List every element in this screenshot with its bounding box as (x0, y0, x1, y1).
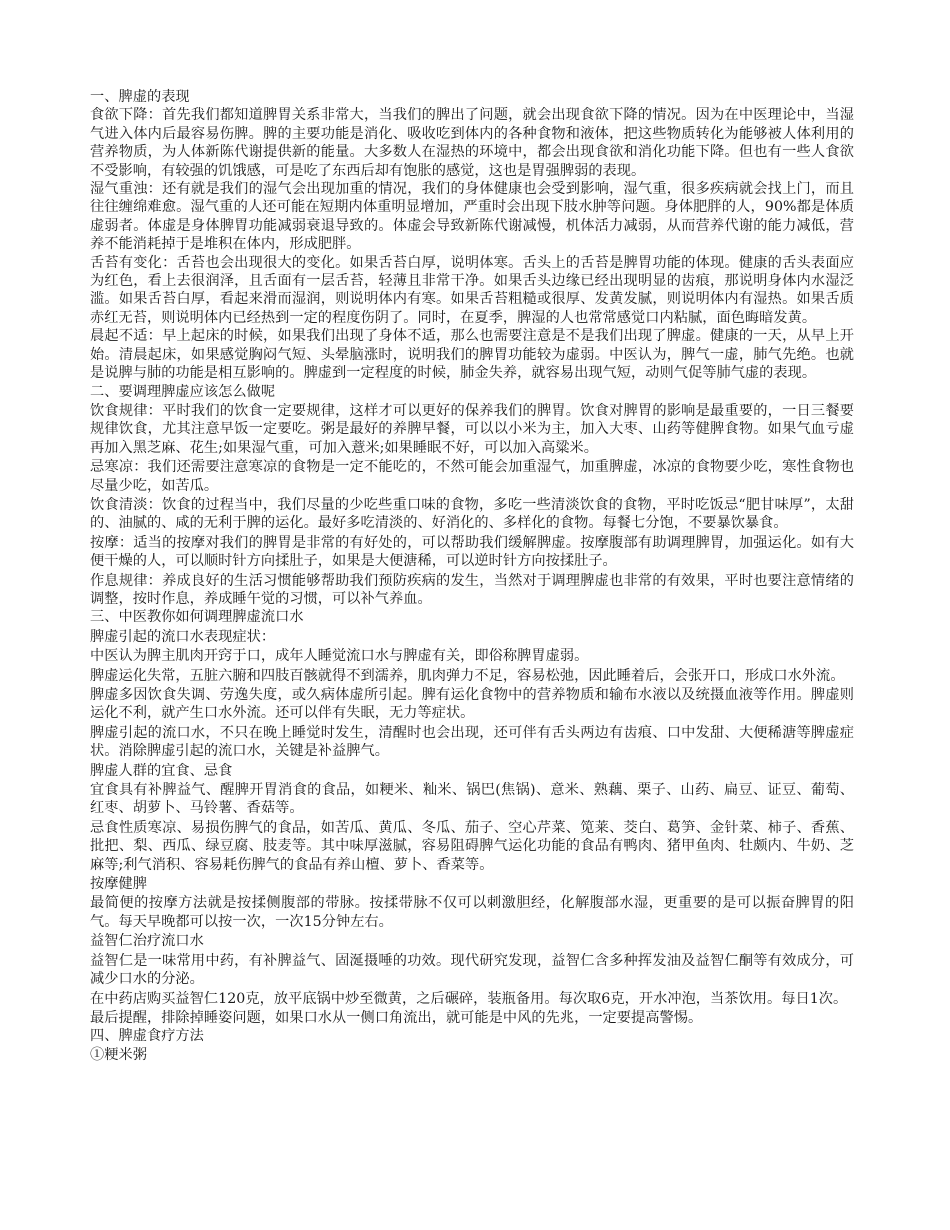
paragraph-suitable-foods: 宜食具有补脾益气、醒脾开胃消食的食品，如粳米、籼米、锅巴(焦锅)、意米、熟藕、栗子、山药、扁豆、证豆、葡萄、红枣、胡萝卜、马铃薯、香菇等。 (90, 782, 854, 817)
paragraph-morning-discomfort: 晨起不适：早上起床的时候，如果我们出现了身体不适，那么也需要注意是不是我们出现了脾虚。健康的一天，从早上开始。清晨起床，如果感觉胸闷气短、头晕脑涨时，说明我们的脾胃功能较为虚弱。中医认为，脾气一虚，肺气先绝。也就是说脾与肺的功能是相互影响的。脾虚到一定程度的时候，肺金失养，就容易出现气短，动则气促等肺气虚的表现。 (90, 328, 854, 382)
section-heading-4: 四、脾虚食疗方法 (90, 1028, 204, 1045)
subheading-drooling-symptoms: 脾虚引起的流口水表现症状： (90, 628, 276, 645)
paragraph-avoid-foods: 忌食性质寒凉、易损伤脾气的食品，如苦瓜、黄瓜、冬瓜、茄子、空心芹菜、笕莱、茭白、葛笋、金针菜、柿子、香蕉、批把、梨、西瓜、绿豆腐、肢麦等。其中味厚滋腻，容易阻碍脾气运化功能的食品有鸭肉、猪甲鱼肉、牡颇内、牛奶、芝麻等;利气消积、容易耗伤脾气的食品有养山檀、萝卜、香菜等。 (90, 819, 854, 873)
paragraph-final-reminder: 最后提醒，排除掉睡姿问题，如果口水从一侧口角流出，就可能是中风的先兆，一定要提高警惕。 (90, 1009, 703, 1026)
paragraph-drooling-awake: 脾虚引起的流口水，不只在晚上睡觉时发生，清醒时也会出现，还可伴有舌头两边有齿痕、口中发甜、大便稀溏等脾虚症状。消除脾虚引起的流口水，关键是补益脾气。 (90, 724, 854, 760)
paragraph-transport-failure: 脾虚运化失常，五脏六腑和四肢百骸就得不到濡养，肌肉弹力不足，容易松弛，因此睡着后，会张开口，形成口水外流。 (90, 667, 845, 684)
document-body (90, 88, 854, 1064)
paragraph-routine: 作息规律：养成良好的生活习惯能够帮助我们预防疾病的发生，当然对于调理脾虚也非常的有效果，平时也要注意情绪的调整，按时作息，养成睡午觉的习惯，可以补气养血。 (90, 572, 854, 607)
recipe-item-1: ①粳米粥 (90, 1046, 147, 1063)
paragraph-tongue-coating: 舌苔有变化：舌苔也会出现很大的变化。如果舌苔白厚，说明体寒。舌头上的舌苔是脾胃功能的体现。健康的舌头表面应为红色，看上去很润泽，且舌面有一层舌苔，轻薄且非常干净。如果舌头边缘已经出现明显的齿痕，那说明身体内水湿泛滥。如果舌苔白厚，看起来滑而湿润，则说明体内有寒。如果舌苔粗糙或很厚、发黄发腻，则说明体内有湿热。如果舌质赤红无苔，则说明体内已经热到一定的程度伤阴了。同时，在夏季，脾湿的人也常常感觉口内粘腻，面色晦暗发黄。 (90, 254, 854, 326)
subheading-yizhiren: 益智仁治疗流口水 (90, 933, 204, 950)
paragraph-appetite: 食欲下降：首先我们都知道脾胃关系非常大，当我们的脾出了问题，就会出现食欲下降的情况。因为在中医理论中，当湿气进入体内后最容易伤脾。脾的主要功能是消化、吸收吃到体内的各种食物和液体，把这些物质转化为能够被人体利用的营养物质，为人体新陈代谢提供新的能量。大多数人在湿热的环境中，都会出现食欲和消化功能下降。但也有一些人食欲不受影响，有较强的饥饿感，可是吃了东西后却有饱胀的感觉，这也是胃强脾弱的表现。 (90, 107, 854, 179)
paragraph-belt-vessel: 最简便的按摩方法就是按揉侧腹部的带脉。按揉带脉不仅可以刺激胆经，化解腹部水湿，更重要的是可以振奋脾胃的阳气。每天早晚都可以按一次，一次15分钟左右。 (90, 895, 854, 930)
section-heading-1: 一、脾虚的表现 (90, 89, 190, 105)
paragraph-diet-regular: 饮食规律：平时我们的饮食一定要规律，这样才可以更好的保养我们的脾胃。饮食对脾胃的影响是最重要的，一日三餐要规律饮食，尤其注意早饭一定要吃。粥是最好的养脾早餐，可以以小米为主，加入大枣、山药等健脾食物。如果气血亏虚再加入黑芝麻、花生;如果湿气重，可加入薏米;如果睡眠不好，可以加入高粱米。 (90, 402, 854, 456)
paragraph-yizhiren-intro: 益智仁是一味常用中药，有补脾益气、固涎摄唾的功效。现代研究发现，益智仁含多种挥发油及益智仁酮等有效成分，可减少口水的分泌。 (90, 952, 854, 988)
paragraph-light-diet: 饮食清淡：饮食的过程当中，我们尽量的少吃些重口味的食物，多吃一些清淡饮食的食物，平时吃饭忌“肥甘味厚”，太甜的、油腻的、咸的无利于脾的运化。最好多吃清淡的、好消化的、多样化的食物。每餐七分饱，不要暴饮暴食。 (90, 496, 854, 532)
subheading-massage: 按摩健脾 (90, 876, 147, 893)
paragraph-avoid-cold: 忌寒凉：我们还需要注意寒凉的食物是一定不能吃的，不然可能会加重湿气，加重脾虚，冰凉的食物要少吃，寒性食物也尽量少吃，如苦瓜。 (90, 459, 854, 494)
section-heading-2: 二、要调理脾虚应该怎么做呢 (90, 383, 276, 400)
section-heading-3: 三、中医教你如何调理脾虚流口水 (90, 609, 304, 626)
paragraph-tcm-view: 中医认为脾主肌肉开窍于口，成年人睡觉流口水与脾虚有关，即俗称脾胃虚弱。 (90, 648, 589, 665)
paragraph-dampness: 湿气重浊：还有就是我们的湿气会出现加重的情况，我们的身体健康也会受到影响，湿气重，很多疾病就会找上门，而且往往缠绵难愈。湿气重的人还可能在短期内体重明显增加，严重时会出现下肢水肿等问题。身体肥胖的人，90%都是体质虚弱者。体虚是身体脾胃功能减弱衰退导致的。体虚会导致新陈代谢减慢，机体活力减弱，从而营养代谢的能力减低，营养不能消耗掉于是堆积在体内，形成肥胖。 (90, 181, 854, 253)
paragraph-massage: 按摩：适当的按摩对我们的脾胃是非常的有好处的，可以帮助我们缓解脾虚。按摩腹部有助调理脾胃，加强运化。如有大便干燥的人，可以顺时针方向揉肚子，如果是大便溏稀，可以逆时针方向按揉肚子。 (90, 534, 854, 570)
paragraph-yizhiren-usage: 在中药店购买益智仁120克，放平底锅中炒至微黄，之后碾碎，装瓶备用。每次取6克，开水冲泡，当茶饮用。每日1次。 (90, 990, 848, 1007)
subheading-foods: 脾虚人群的宜食、忌食 (90, 762, 233, 779)
paragraph-causes: 脾虚多因饮食失调、劳逸失度，或久病体虚所引起。脾有运化食物中的营养物质和输布水液以及统摄血液等作用。脾虚则运化不利，就产生口水外流。还可以伴有失眠，无力等症状。 (90, 687, 854, 722)
